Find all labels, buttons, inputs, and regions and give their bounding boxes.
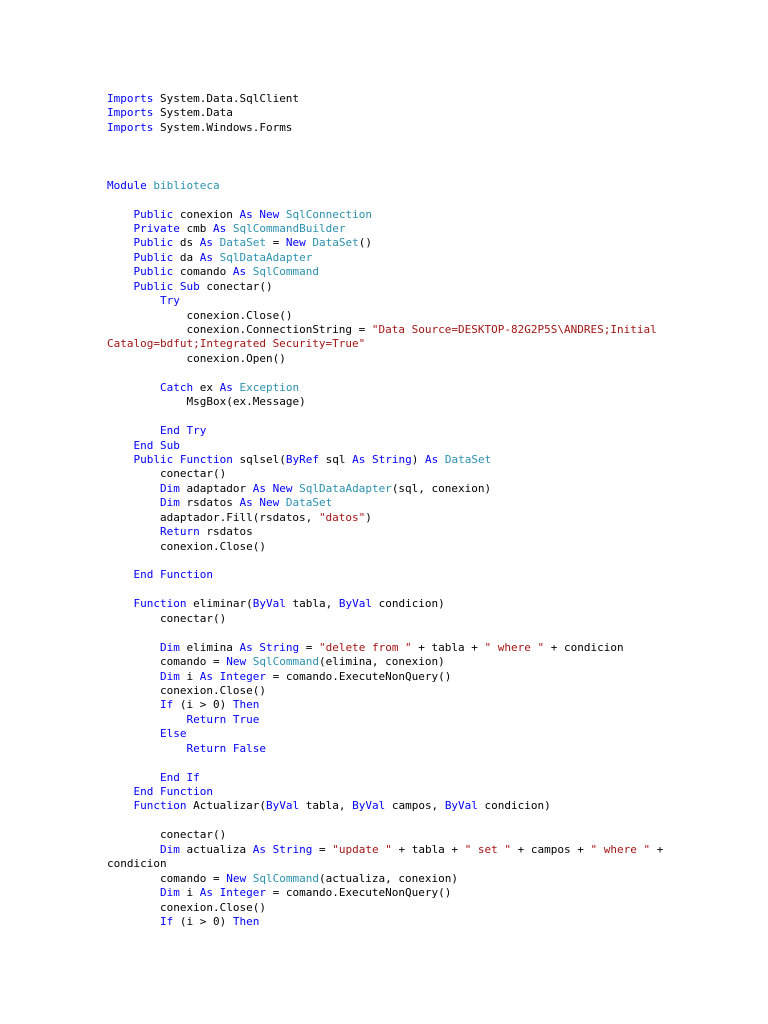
code-token: rsdatos (199, 525, 253, 539)
code-token: Return (186, 741, 227, 755)
code-token: "Data Source=DESKTOP-82G2P5S\ANDRES;Initial (371, 323, 657, 336)
code-token: Imports (107, 92, 154, 105)
code-token: Sub (179, 279, 200, 293)
code-token: DataSet (219, 236, 266, 250)
code-token: SqlCommandBuilder (232, 221, 346, 235)
code-line (107, 901, 752, 915)
code-token: SqlDataAdapter (299, 481, 392, 495)
code-token: ByRef (285, 452, 319, 466)
code-token: End Function (133, 785, 213, 798)
code-token: SqlConnection (285, 207, 372, 221)
code-line (107, 727, 752, 741)
code-line (107, 92, 752, 106)
code-line (107, 179, 752, 193)
code-token: End Try (159, 424, 207, 438)
code-line (107, 799, 752, 813)
code-token: As (212, 221, 227, 235)
code-token: ByVal (252, 597, 286, 611)
code-token: ByVal (265, 799, 300, 813)
code-token: As (239, 207, 253, 221)
code-token: Integer (219, 886, 266, 900)
code-token: Catch (159, 380, 194, 394)
code-token: Module (107, 178, 147, 192)
code-line (107, 857, 752, 871)
code-line (107, 395, 752, 409)
code-line (107, 843, 752, 857)
code-line (107, 554, 752, 568)
code-token: Public (133, 236, 174, 250)
code-token: SqlCommand (252, 655, 319, 669)
code-token: As (352, 452, 366, 466)
code-token: Public (133, 207, 174, 221)
code-token: ds (173, 236, 200, 250)
code-token: DataSet (285, 496, 333, 510)
code-token: Else (159, 727, 187, 741)
code-token (173, 453, 180, 466)
code-line (107, 670, 752, 684)
code-line (107, 222, 752, 236)
code-token: = comando.ExecuteNonQuery() (265, 669, 452, 683)
code-token: String (371, 452, 412, 466)
code-token: Function (179, 452, 233, 466)
code-token: Public (133, 250, 174, 264)
code-token: conexion (173, 207, 240, 221)
code-line (107, 280, 752, 294)
code-token: As (199, 886, 213, 900)
code-token: "update " (332, 842, 392, 856)
code-token: conectar() (159, 611, 227, 625)
code-token: Then (232, 914, 260, 928)
code-token: ) (365, 510, 372, 524)
code-token: Dim (159, 496, 180, 510)
code-line (107, 150, 752, 164)
code-line (107, 583, 752, 597)
code-line (107, 612, 752, 626)
code-token: rsdatos (179, 496, 240, 510)
code-token: + condicion (544, 640, 624, 654)
code-token (226, 222, 233, 235)
code-token: Dim (159, 640, 180, 654)
code-token (226, 713, 233, 726)
code-token: campos, (385, 799, 445, 813)
code-line (107, 511, 752, 525)
code-token: "delete from " (318, 640, 412, 654)
code-token: String (259, 640, 300, 654)
code-token: True (232, 712, 260, 726)
code-token: da (173, 250, 200, 264)
code-line (107, 482, 752, 496)
code-token: i (179, 886, 200, 900)
code-line (107, 496, 752, 510)
code-token: ByVal (338, 597, 372, 611)
code-token: (elimina, conexion) (318, 655, 445, 669)
code-token: As (219, 380, 233, 394)
code-token: As (199, 669, 213, 683)
code-token: End Function (133, 568, 213, 582)
code-token: condicion (107, 857, 167, 871)
code-token: Catalog=bdfut;Integrated Security=True" (107, 337, 366, 351)
code-token (213, 251, 220, 264)
code-token: ByVal (444, 799, 478, 813)
code-token: comando = (159, 871, 227, 885)
code-token: eliminar( (186, 597, 253, 611)
code-token: " where " (484, 640, 545, 654)
code-token: conexion.Close() (186, 308, 293, 322)
code-token: As (239, 496, 253, 510)
code-line (107, 641, 752, 655)
code-token: Public (133, 279, 174, 293)
code-line (107, 684, 752, 698)
code-line (107, 121, 752, 135)
code-block (107, 92, 752, 929)
code-token (246, 872, 253, 885)
code-line (107, 352, 752, 366)
code-token: If (159, 698, 174, 712)
code-line (107, 208, 752, 222)
code-token: sqlsel( (232, 452, 286, 466)
code-token: " where " (590, 842, 651, 856)
code-token: SqlDataAdapter (219, 250, 313, 264)
code-token: i (179, 669, 200, 683)
code-token: "datos" (318, 510, 366, 524)
code-token: = (312, 842, 333, 856)
code-token: (sql, conexion) (391, 481, 492, 495)
code-token: conectar() (159, 467, 227, 481)
code-token: DataSet (444, 452, 492, 466)
code-token (213, 670, 220, 683)
code-token: cmb (179, 221, 213, 235)
code-token: System.Data (153, 106, 233, 120)
code-token: SqlCommand (252, 265, 319, 279)
code-token (246, 265, 253, 278)
code-token (279, 208, 286, 221)
code-token: = comando.ExecuteNonQuery() (265, 886, 452, 900)
code-line (107, 337, 752, 351)
code-line (107, 756, 752, 770)
code-token: If (159, 914, 174, 928)
code-line (107, 742, 752, 756)
code-token: Function (133, 597, 187, 611)
code-token (365, 453, 372, 466)
code-line (107, 309, 752, 323)
code-line (107, 525, 752, 539)
code-token: As (199, 250, 213, 264)
code-token (266, 843, 273, 856)
code-line (107, 439, 752, 453)
code-token: Then (232, 698, 260, 712)
code-token: adaptador (179, 481, 253, 495)
code-token: As (252, 842, 266, 856)
code-token: DataSet (312, 236, 359, 250)
code-token: New (285, 236, 306, 250)
code-token: actualiza (179, 842, 253, 856)
code-token: As (252, 481, 266, 495)
code-token: Dim (159, 886, 180, 900)
code-token (213, 886, 220, 899)
code-token: String (272, 842, 313, 856)
code-token: Exception (239, 380, 300, 394)
code-token: Dim (159, 842, 180, 856)
code-line (107, 453, 752, 467)
code-token: Return (186, 712, 227, 726)
code-token: SqlCommand (252, 871, 319, 885)
code-token: (actualiza, conexion) (318, 871, 459, 885)
code-token: + tabla + (411, 640, 485, 654)
code-token (438, 453, 445, 466)
code-token: As (424, 452, 439, 466)
code-line (107, 424, 752, 438)
code-token: ByVal (352, 799, 386, 813)
code-token: System.Windows.Forms (153, 120, 293, 134)
code-line (107, 366, 752, 380)
code-line (107, 323, 752, 337)
code-token: As (239, 640, 253, 654)
code-token: biblioteca (153, 178, 220, 192)
code-token: (i > 0) (173, 914, 233, 928)
code-token: Imports (107, 120, 154, 134)
code-line (107, 771, 752, 785)
code-line (107, 106, 752, 120)
code-token: As (232, 265, 247, 279)
code-line (107, 410, 752, 424)
code-token: Function (133, 799, 187, 813)
code-token (279, 496, 286, 509)
code-line (107, 814, 752, 828)
code-token: + tabla + (391, 842, 465, 856)
code-token: sql (318, 452, 353, 466)
code-line (107, 597, 752, 611)
code-token (266, 482, 273, 495)
code-token: New (259, 496, 280, 510)
code-token: Try (159, 294, 180, 308)
code-token: Dim (159, 669, 180, 683)
code-token: Private (133, 221, 180, 235)
code-token: conexion.Close() (159, 539, 266, 553)
code-token: New (226, 871, 247, 885)
code-token: conexion.ConnectionString = (186, 323, 372, 336)
code-token: New (272, 481, 293, 495)
code-line (107, 915, 752, 929)
code-token: = (299, 640, 319, 654)
code-token: tabla, (299, 799, 353, 813)
code-token (173, 280, 180, 293)
code-token: tabla, (285, 597, 339, 611)
code-token: (i > 0) (173, 698, 233, 712)
code-token (246, 655, 253, 668)
code-token: Public (133, 265, 174, 279)
code-token: elimina (179, 640, 240, 654)
code-token: End Sub (133, 438, 180, 452)
code-token: False (232, 741, 266, 755)
code-token: Public (133, 452, 174, 466)
code-token: System.Data.SqlClient (153, 92, 300, 105)
code-line (107, 698, 752, 712)
code-token: + campos + (511, 842, 591, 856)
code-line (107, 655, 752, 669)
code-token: Integer (219, 669, 266, 683)
code-token: + (650, 842, 664, 856)
code-token (213, 236, 220, 249)
code-line (107, 236, 752, 250)
code-line (107, 713, 752, 727)
code-line (107, 626, 752, 640)
code-token: conexion.Close() (159, 683, 266, 697)
code-token: Dim (159, 481, 180, 495)
code-token (226, 742, 233, 755)
code-token: condicion) (371, 597, 445, 611)
code-line (107, 886, 752, 900)
code-line (107, 828, 752, 842)
code-token: As (199, 236, 213, 250)
code-token: () (358, 236, 372, 250)
code-line (107, 785, 752, 799)
code-line (107, 251, 752, 265)
code-token: Actualizar( (186, 799, 266, 813)
code-token: conexion.Open() (186, 351, 286, 365)
code-line (107, 135, 752, 149)
code-token: comando (173, 265, 233, 279)
code-token: " set " (464, 842, 512, 856)
code-line (107, 872, 752, 886)
code-line (107, 265, 752, 279)
code-token: MsgBox(ex.Message) (186, 395, 306, 409)
code-line (107, 381, 752, 395)
code-line (107, 164, 752, 178)
code-token: Return (159, 525, 200, 539)
code-token: New (259, 207, 280, 221)
code-token: adaptador.Fill(rsdatos, (159, 510, 319, 524)
code-token: New (226, 655, 247, 669)
code-token: conectar() (159, 828, 227, 842)
code-token: comando = (159, 655, 227, 669)
code-line (107, 540, 752, 554)
code-token: End If (159, 770, 200, 784)
code-token: ex (193, 380, 220, 394)
code-token: ) (411, 452, 425, 466)
code-line (107, 568, 752, 582)
code-line (107, 467, 752, 481)
code-token: Imports (107, 106, 154, 120)
code-token: condicion) (477, 799, 551, 813)
code-token: = (265, 236, 286, 250)
code-line (107, 294, 752, 308)
code-line (107, 193, 752, 207)
code-token: conexion.Close() (159, 900, 266, 914)
code-token: conectar() (199, 279, 273, 293)
